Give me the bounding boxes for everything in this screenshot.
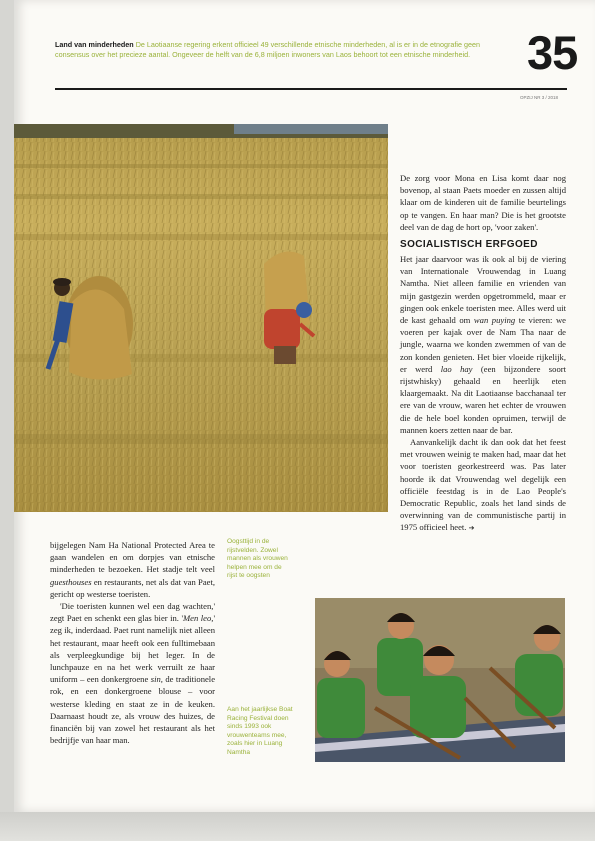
issue-label: OPZIJ NR 3 / 2018 [520, 95, 559, 100]
continue-arrow-icon: ➔ [468, 524, 475, 533]
page-number: 35 [527, 26, 578, 79]
intro-text: De Laotiaanse regering erkent officieel 49 verschillende etnische minderheden, al is er in de etnografie geen consensus over het precieze aantal. Ongeveer de helft van de 6,8 miljoen inwoners van Laos behoort tot een etnische minderheid. [55, 40, 480, 59]
text-run: te vieren: we voeren per kajak over de Nam Tha naar de jungle, waarna we konden zwemmen of van de zon konden genieten. Het bier vloeide rijkelijk, er werd [400, 315, 566, 374]
header-intro [55, 40, 495, 60]
paragraph: De zorg voor Mona en Lisa komt daar nog bovenop, al staan Paets moeder en zussen altijd klaar om de kinderen uit de familie beurtelings op te vangen. En haar man? Die is het grootste deel van de dag de hort op, 'voor zaken'. [400, 173, 566, 232]
boat-caption: Aan het jaarlijkse Boat Racing Festival doen sinds 1993 ook vrouwenteams mee, zoals hier in Luang Namtha [227, 706, 293, 756]
text-run: (een bijzondere soort rijstwhisky) gehaald en heerlijk eten klaargemaakt. Na dit Laotiaanse bacchanaal ter ere van de vrouw, waren het echter de vrouwen die de hele boel konden opruimen, terwijl de mannen koers zetten naar de bar. [400, 363, 566, 435]
harvest-caption: Oogsttijd in de rijstvelden. Zowel mannen als vrouwen helpen mee om de rijst te oogsten [227, 538, 288, 580]
text-run: Aanvankelijk dacht ik dan ook dat het feest met vrouwen weinig te maken had, maar dat het voor toeristen georkestreerd was. Pas later hoorde ik dat Vrouwendag wel degelijk een officiële feestdag is in de Lao People's Democratic Republic, zoals het land sinds de overwinning van de communistische partij in 1975 officieel heet. [400, 437, 566, 533]
italic-term: lao hay [440, 363, 473, 374]
paragraph [50, 600, 215, 746]
italic-term: Men leo, [183, 613, 214, 624]
paragraph [50, 539, 215, 600]
italic-term: guesthouses [50, 576, 92, 587]
left-text-column [50, 539, 215, 746]
italic-term: sin, [150, 674, 163, 685]
rice-harvest-photo [14, 124, 388, 512]
text-run: de traditionele rok, en een donkergroene blouse – voor westerse kleding en staat ze in de keuken. Daarnaast houdt ze, als vrouw des huizes, de financiën bij van zowel het restaurant als het bedrijfje van haar man. [50, 674, 216, 746]
text-run: en restaurants, net als dat van Paet, gericht op westerse toeristen. [50, 576, 215, 599]
boat-racing-photo [315, 598, 565, 762]
paragraph [400, 436, 566, 535]
right-text-column [400, 172, 566, 535]
header-rule [55, 88, 567, 90]
text-run: 'Die toeristen kunnen wel een dag wachten,' zegt Paet en schenkt een glas bier in. ' [50, 601, 215, 624]
text-run: ' zeg ik, inderdaad. Paet runt namelijk niet alleen het restaurant, maar heeft ook een fulltimebaan als verpleegkundige bij het leger. In de lunchpauze en na het werk verruilt ze haar uniform – een donkergroene [50, 613, 215, 685]
scan-edge [0, 812, 595, 841]
section-subheading: SOCIALISTISCH ERFGOED [400, 239, 538, 251]
section-title: Land van minderheden [55, 40, 134, 49]
paragraph [400, 253, 566, 436]
text-run: Het jaar daarvoor was ik ook al bij de viering van Internationale Vrouwendag in Luang Namtha. Niet alleen familie en vrienden van mijn gastgezin werden opgetrommeld, maar er gingen ook enkele toeristen mee. Alles werd uit de kast gehaald om [400, 254, 566, 326]
italic-term: wan puying [473, 315, 516, 326]
text-run: bijgelegen Nam Ha National Protected Area te gaan wandelen en om dorpjes van etnische minderheden te bezoeken. Het stadje telt veel [50, 540, 215, 575]
